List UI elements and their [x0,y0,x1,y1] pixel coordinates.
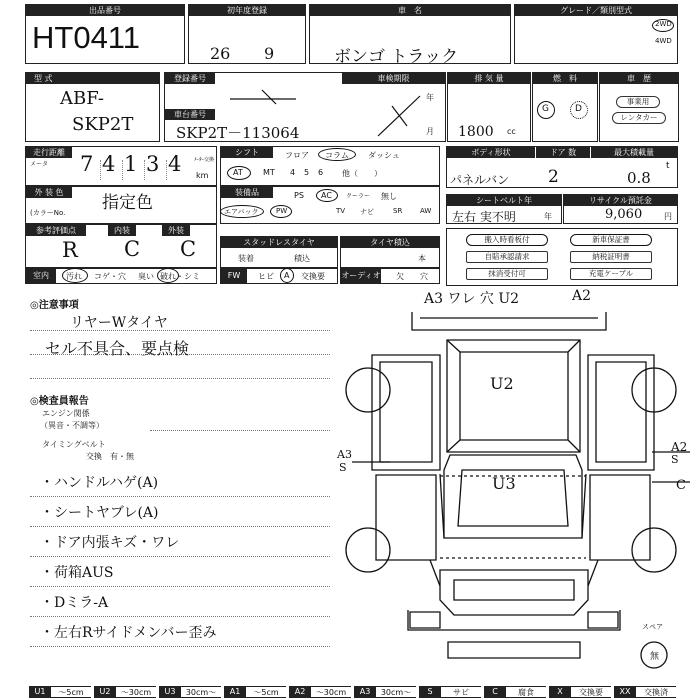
cc-unit: cc [507,127,516,136]
diagram-mark-right-s: S [671,453,679,466]
shift-mt: MT [263,168,275,177]
color-number-label: (カラーNo. [30,209,66,217]
room-odor: 臭い [138,272,154,281]
fuel-d: D [575,104,582,114]
audio-missing: 欠 [396,272,404,281]
doors: 2 [548,167,559,187]
studless-label: スタッドレスタイヤ [221,237,337,248]
registration-month: 9 [264,44,275,63]
meter-label: メータ [30,161,49,168]
room-burn: コゲ・穴 [94,272,126,281]
studless-mounted: 装着 [238,254,254,263]
drive-2wd: 2WD [655,20,672,28]
yen-unit: 円 [664,212,672,221]
legend-key: A3 [354,686,376,698]
room-dirt: 汚れ [66,272,82,281]
equip-airbag: エアバック [224,208,259,216]
equip-ac: AC [321,191,332,200]
score: R [62,238,78,262]
shift-floor: フロア [285,151,309,160]
spare-value: 無 [650,652,660,662]
diagram-mark-cargo: U2 [490,374,514,393]
legend-key: A2 [289,686,311,698]
equip-cooler: クーラー [346,193,371,200]
exterior-label: 外装 [162,225,190,236]
legend-key: U1 [29,686,51,698]
car-name: ボンゴ トラック [334,47,459,67]
studless-loaded: 積込 [294,254,310,263]
model-line1: ABF- [60,88,104,109]
shift-6: 6 [318,168,324,177]
legend-key: X [549,686,571,698]
legend-key: XX [614,686,636,698]
legend-value: 腐食 [506,686,546,698]
fw-replace: 交換要 [301,272,325,281]
grade-label: グレード／類別型式 [515,5,677,16]
color-label: 外 装 色 [26,187,72,198]
mileage-digit: 4 [102,152,116,176]
load-unit: t [666,161,670,171]
displacement: 1800 [458,124,494,140]
service-item: 新車保証書 [570,234,652,246]
car-name-label: 車 名 [310,5,510,16]
recycle-label: リサイクル預託金 [564,195,677,206]
color: 指定色 [102,193,153,213]
fw-crack: ヒビ [258,272,274,281]
body-shape: パネルバン [450,173,510,187]
fuel-g: G [542,104,549,114]
timing-label: タイミングベルト [42,440,106,449]
seatbelt: 左右 実不明 [452,210,516,224]
registration-number-label: 登録番号 [165,73,215,84]
drive-4wd: 4WD [655,37,672,45]
tire-unit: 本 [418,254,426,263]
engine-label: エンジン関係 [42,409,90,418]
audio-label: オーディオ [341,269,381,283]
meter-swap-label: ﾒｰﾀｰ交換 [194,157,215,163]
lot-number-label: 出品番号 [26,5,184,16]
spare-label: スペア [642,623,663,631]
tire-label: タイヤ積込 [341,237,439,248]
engine-sub: （異音・不調等） [40,421,104,430]
max-load: 0.8 [627,169,651,187]
body-shape-label: ボディ形状 [447,147,535,158]
legend-value: ～5cm [246,686,286,698]
inspector-remark: ・Dミラ-A [40,595,109,611]
inspection-label: 車検期限 [342,73,445,84]
chassis-label: 車台番号 [165,109,215,120]
km-unit: km [196,171,209,180]
service-item: 搬入時看板付 [466,234,548,246]
equipment-label: 装備品 [221,187,273,198]
diagram-mark-right-a2: A2 [671,440,688,454]
mileage-digit: 4 [168,152,182,176]
equip-none: 無し [381,192,397,201]
audio-hole: 穴 [420,272,428,281]
mileage-digit: 3 [146,152,160,176]
legend-value: サビ [441,686,481,698]
legend-value: 30cm～ [376,686,416,698]
inspection-month-unit: 月 [426,127,434,136]
legend-value: ～30cm [116,686,156,698]
model-line2: SKP2T [72,114,134,135]
mileage-digit: 1 [124,152,138,176]
score-label: 参考評価点 [26,225,86,236]
mileage-label: 走行距離 [26,147,72,158]
first-registration-label: 初年度登録 [189,5,305,16]
shift-dash: ダッシュ [368,151,400,160]
legend-value: 30cm～ [181,686,221,698]
service-item: 充電ケーブル [570,268,652,280]
recycle-fee: 9,060 [605,207,643,222]
mileage-digit: 7 [80,152,94,176]
service-item: 抹消受付可 [466,268,548,280]
shift-other: 他（ ） [342,169,382,178]
displacement-label: 排 気 量 [448,73,530,84]
legend-key: U2 [94,686,116,698]
seatbelt-label: シートベルト年 [447,195,561,206]
legend-key: C [484,686,506,698]
inspector-remark: ・ハンドルハゲ(A) [40,475,159,491]
diagram-mark-right-c: C [676,478,686,493]
interior-label: 内装 [108,225,136,236]
diagram-mark-rear: A3 ワレ 穴 U2 [424,291,520,307]
legend-value: ～5cm [51,686,91,698]
interior-score: C [124,237,141,261]
timing-options: 交換 有・無 [86,452,134,461]
legend-key: S [419,686,441,698]
diagram-mark-rear-a2: A2 [572,288,592,304]
registration-year: 26 [210,44,231,63]
room-label: 室内 [26,269,56,283]
diagram-mark-left-s: S [339,461,347,474]
room-tear: 破れ・シミ [160,272,200,281]
fw-label: FW [221,269,247,283]
shift-4: 4 [290,168,296,177]
chassis-number: SKP2T－113064 [176,124,300,142]
exterior-score: C [180,237,197,261]
fuel-label: 燃 料 [533,73,597,84]
legend-value: 交換済 [636,686,676,698]
note-2: セル不具合、要点検 [45,339,190,358]
equip-ps: PS [294,191,304,200]
inspector-remark: ・シートヤブレ(A) [40,505,159,521]
notes-title: ◎注意事項 [30,300,79,311]
legend-value: 交換要 [571,686,611,698]
history-label: 車 歴 [600,73,678,84]
model-label: 型 式 [26,73,159,84]
service-item: 自賠承認請求 [466,251,548,263]
service-item: 納税証明書 [570,251,652,263]
seatbelt-year-unit: 年 [544,212,552,221]
shift-column: コラム [325,151,349,160]
shift-label: シフト [221,147,273,158]
inspector-title: ◎検査員報告 [30,396,89,407]
lot-number: HT0411 [32,20,140,55]
inspector-remark: ・左右Rサイドメンバー歪み [40,625,217,641]
equip-aw: AW [420,207,432,215]
legend-value: ～30cm [311,686,351,698]
history-rental: レンタカー [612,112,666,124]
history-business: 事業用 [616,96,660,108]
max-load-label: 最大積載量 [591,147,677,158]
equip-tv: TV [336,207,346,215]
shift-at: AT [233,168,243,177]
inspection-year-unit: 年 [426,93,434,102]
doors-label: ドア 数 [536,147,590,158]
diagram-mark-cab: U3 [492,474,516,493]
legend-key: A1 [224,686,246,698]
fw-a: A [284,271,290,280]
shift-5: 5 [304,168,310,177]
note-1: リヤーWタイヤ [70,315,168,331]
equip-navi: ナビ [360,208,374,216]
equip-sr: SR [393,207,403,215]
diagram-mark-left-a3: A3 [337,448,352,461]
legend-key: U3 [159,686,181,698]
inspector-remark: ・ドア内張キズ・ワレ [40,535,180,551]
inspector-remark: ・荷箱AUS [40,565,114,581]
equip-pw: PW [276,207,288,215]
